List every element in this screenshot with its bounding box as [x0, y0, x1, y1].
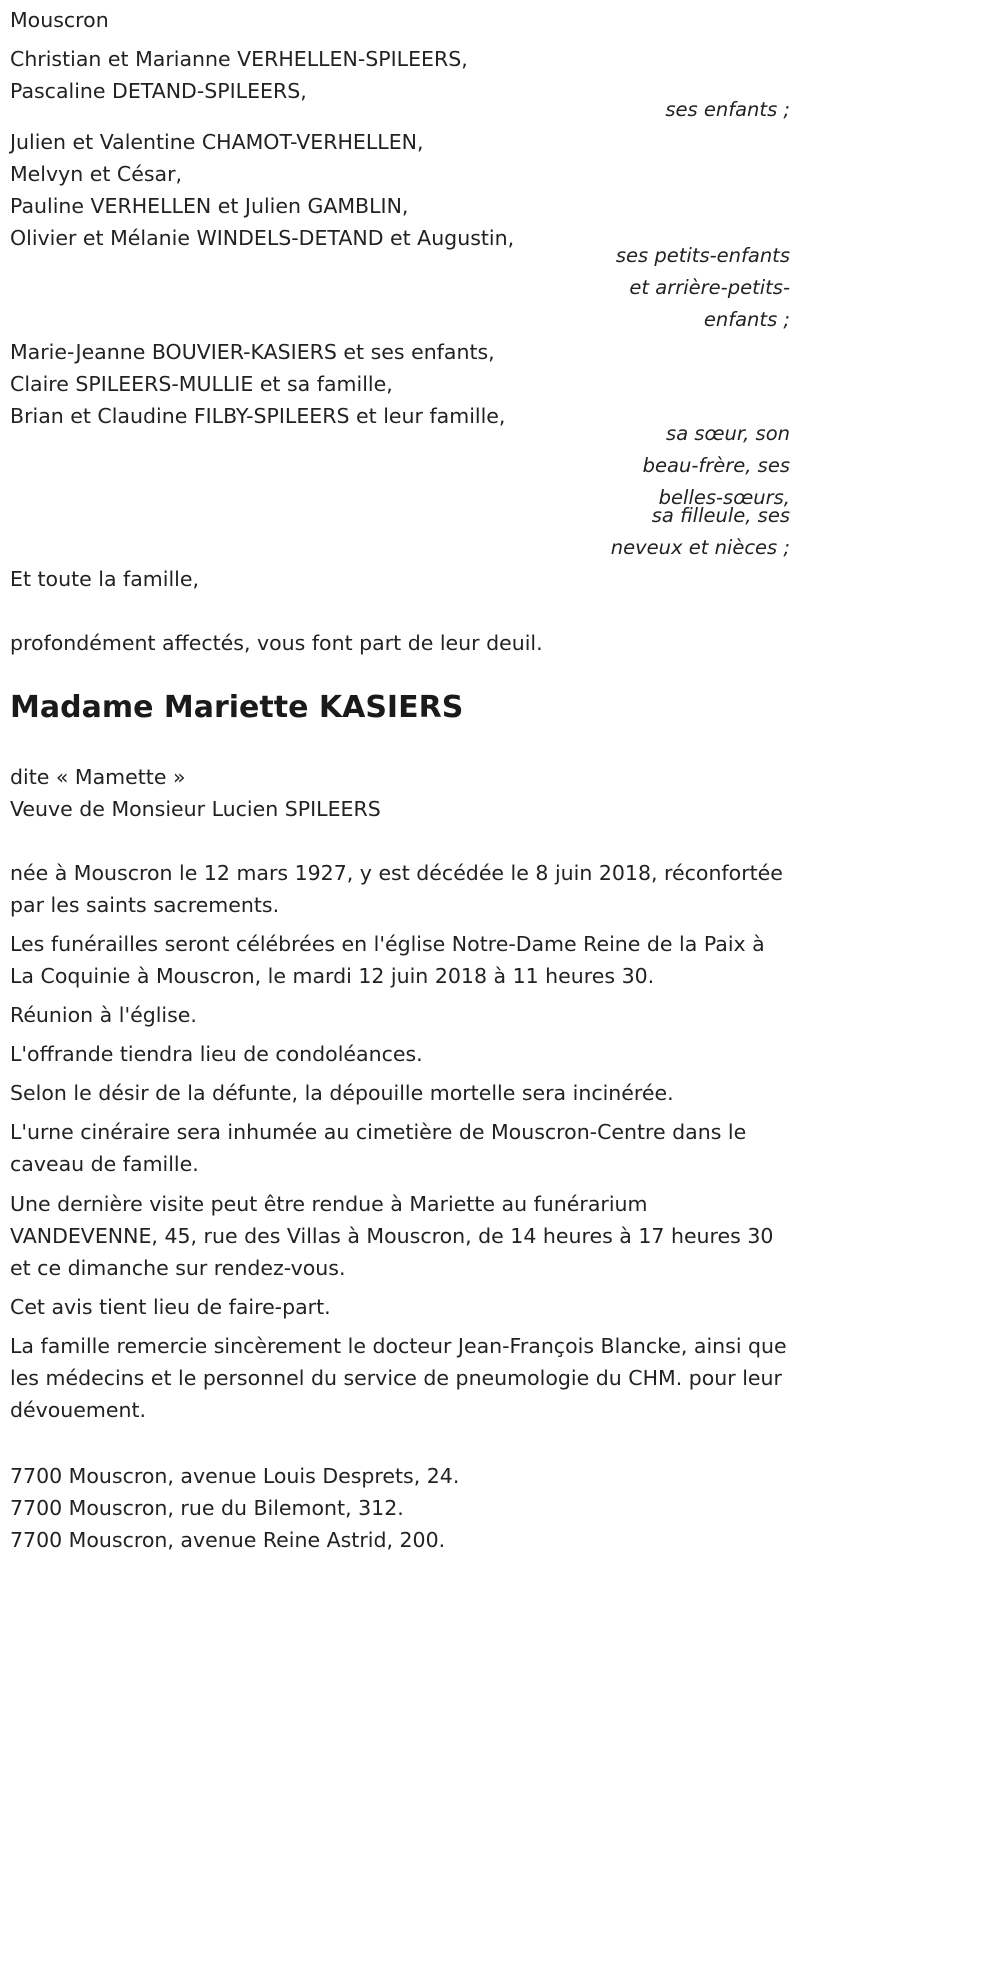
address-line: 7700 Mouscron, avenue Reine Astrid, 200.	[10, 1528, 446, 1552]
city: Mouscron	[10, 8, 109, 32]
children-line: Christian et Marianne VERHELLEN-SPILEERS,	[10, 47, 468, 71]
address-line: 7700 Mouscron, rue du Bilemont, 312.	[10, 1496, 404, 1520]
paragraph: L'urne cinéraire sera inhumée au cimetière de Mouscron-Centre dans le caveau de famille.	[10, 1120, 747, 1176]
siblings-role: belles-sœurs,	[658, 486, 790, 509]
grandchildren-role: ses petits-enfants	[615, 244, 790, 267]
grandchildren-role: enfants ;	[703, 308, 790, 331]
paragraph: La famille remercie sincèrement le docteur Jean-François Blancke, ainsi que les médecins et le personnel du service de pneumologie du CHM. pour leur dévouement.	[10, 1334, 787, 1422]
siblings-line: Claire SPILEERS-MULLIE et sa famille,	[10, 372, 393, 396]
paragraph: Selon le désir de la défunte, la dépouille mortelle sera incinérée.	[10, 1081, 674, 1105]
paragraph: Les funérailles seront célébrées en l'église Notre-Dame Reine de la Paix à La Coquinie à Mouscron, le mardi 12 juin 2018 à 11 heures 30.	[10, 932, 765, 988]
paragraph: Cet avis tient lieu de faire-part.	[10, 1295, 331, 1319]
paragraph: Une dernière visite peut être rendue à Mariette au funérarium VANDEVENNE, 45, rue des Villas à Mouscron, de 14 heures à 17 heures 30 et ce dimanche sur rendez-vous.	[10, 1192, 774, 1280]
grandchildren-role: et arrière-petits-	[629, 276, 790, 299]
grandchildren-line: Olivier et Mélanie WINDELS-DETAND et Augustin,	[10, 226, 515, 250]
nickname: dite « Mamette »	[10, 765, 186, 789]
address-line: 7700 Mouscron, avenue Louis Desprets, 24.	[10, 1464, 460, 1488]
children-line: Pascaline DETAND-SPILEERS,	[10, 79, 307, 103]
siblings-line: Marie-Jeanne BOUVIER-KASIERS et ses enfants,	[10, 340, 495, 364]
announcement: profondément affectés, vous font part de leur deuil.	[10, 631, 543, 655]
paragraph: Réunion à l'église.	[10, 1003, 197, 1027]
siblings-line: Brian et Claudine FILBY-SPILEERS et leur famille,	[10, 404, 506, 428]
siblings-role: neveux et nièces ;	[610, 536, 790, 559]
grandchildren-line: Pauline VERHELLEN et Julien GAMBLIN,	[10, 194, 409, 218]
deceased-name: Madame Mariette KASIERS	[10, 690, 464, 725]
family-line: Et toute la famille,	[10, 567, 199, 591]
grandchildren-line: Julien et Valentine CHAMOT-VERHELLEN,	[10, 130, 424, 154]
siblings-role: sa filleule, ses	[651, 504, 790, 527]
siblings-role: sa sœur, son	[666, 422, 790, 445]
siblings-role: beau-frère, ses	[642, 454, 790, 477]
widow-of: Veuve de Monsieur Lucien SPILEERS	[10, 797, 381, 821]
grandchildren-line: Melvyn et César,	[10, 162, 183, 186]
paragraph: L'offrande tiendra lieu de condoléances.	[10, 1042, 423, 1066]
paragraph: née à Mouscron le 12 mars 1927, y est décédée le 8 juin 2018, réconfortée par les saints sacrements.	[10, 861, 783, 917]
children-role: ses enfants ;	[665, 98, 790, 121]
